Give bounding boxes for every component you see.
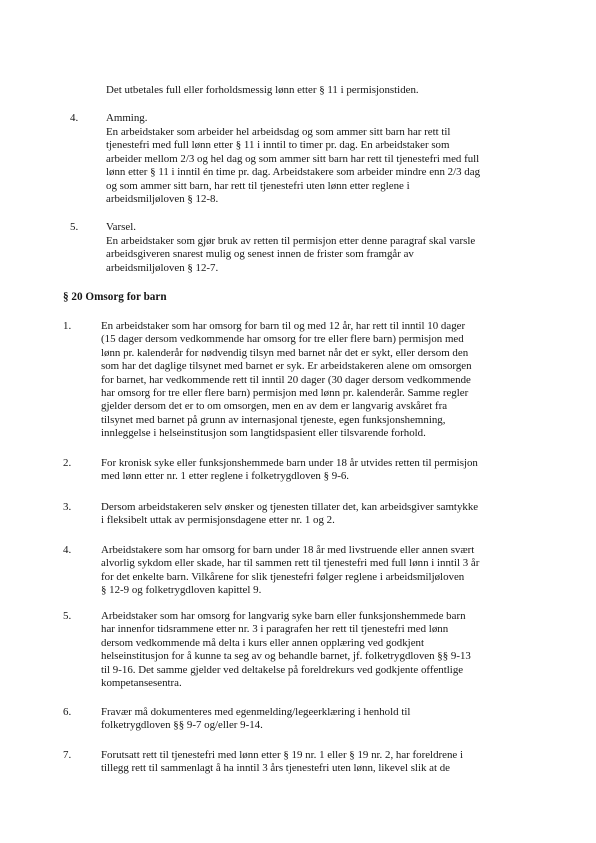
item-number: 4. [70, 112, 79, 124]
item-title: Amming. [106, 112, 148, 124]
item-number: 4. [63, 544, 72, 556]
item-text: Forutsatt rett til tjenestefri med lønn etter § 19 nr. 1 eller § 19 nr. 2, har foreldrene i tillegg rett til sammenlagt å ha inntil 3 års tjenestefri uten lønn, likevel slik at de [101, 749, 464, 775]
item-title: Varsel. [106, 221, 136, 233]
item-text: Arbeidstakere som har omsorg for barn under 18 år med livstruende eller annen svært alvorlig sykdom eller skade, har til sammen rett til tjenestefri med full lønn i inntil 3 år for det enkelte barn. Vilkårene for slik tjenestefri følger reglene i arbeidsmiljøloven § 12-9 og folketrygdloven kapittel 9. [101, 544, 480, 597]
intro-paragraph: Det utbetales full eller forholdsmessig lønn etter § 11 i permisjonstiden. [106, 84, 419, 96]
item-text: Fravær må dokumenteres med egenmelding/legeerklæring i henhold til folketrygdloven §§ 9-7 og/eller 9-14. [101, 706, 411, 732]
item-number: 6. [63, 706, 72, 718]
item-text: Arbeidstaker som har omsorg for langvarig syke barn eller funksjonshemmede barn har innenfor tidsrammene etter nr. 3 i paragrafen her rett til tjenestefri med lønn dersom vedkommende må delta i kurs eller annen opplæring ved godkjent helseinstitusjon for å kunne ta seg av og behandle barnet, jf. folketrygdloven §§ 9-13 til 9-16. Det samme gjelder ved deltakelse på foreldrekurs ved godkjente offentlige kompetansesentra. [101, 610, 471, 690]
section-heading: § 20 Omsorg for barn [63, 291, 167, 303]
item-text: Dersom arbeidstakeren selv ønsker og tjenesten tillater det, kan arbeidsgiver samtykke i fleksibelt uttak av permisjonsdagene etter nr. 1 og 2. [101, 501, 479, 527]
item-number: 3. [63, 501, 72, 513]
item-number: 7. [63, 749, 72, 761]
item-text: For kronisk syke eller funksjonshemmede barn under 18 år utvides retten til permisjon med lønn etter nr. 1 etter reglene i folketrygdloven § 9-6. [101, 457, 478, 483]
item-number: 5. [70, 221, 79, 233]
item-number: 2. [63, 457, 72, 469]
item-number: 5. [63, 610, 72, 622]
item-text: En arbeidstaker som arbeider hel arbeidsdag og som ammer sitt barn har rett til tjenestefri med full lønn etter § 11 i inntil to timer pr. dag. En arbeidstaker som arbeider mellom 2/3 og hel dag og som ammer sitt barn har rett til tjenestefri med full lønn etter § 11 i inntil én time pr. dag. Arbeidstakere som arbeider mindre enn 2/3 dag og som ammer sitt barn, har rett til tjenestefri uten lønn etter reglene i arbeidsmiljøloven § 12-8. [106, 126, 481, 206]
item-text: En arbeidstaker som gjør bruk av retten til permisjon etter denne paragraf skal varsle arbeidsgiveren snarest mulig og senest innen de frister som framgår av arbeidsmiljøloven § 12-7. [106, 235, 476, 274]
item-number: 1. [63, 320, 72, 332]
item-text: En arbeidstaker som har omsorg for barn til og med 12 år, har rett til inntil 10 dager (15 dager dersom vedkommende har omsorg for tre eller flere barn) permisjon med lønn pr. kalenderår for nødvendig tilsyn med barnet når det er sykt, eller dersom den som har det daglige tilsynet med barnet er syk. Er arbeidstakeren alene om omsorgen for barnet, har vedkommende rett til inntil 20 dager (30 dager dersom vedkommende har omsorg for tre eller flere barn) permisjon med lønn pr. kalenderår. Samme regler gjelder dersom det er to om omsorgen, men en av dem er langvarig avskåret fra tilsynet med barnet på grunn av internasjonal tjeneste, egen funksjonshemning, innleggelse i helseinstitusjon som langtidspasient eller tilsvarende forhold. [101, 320, 472, 440]
